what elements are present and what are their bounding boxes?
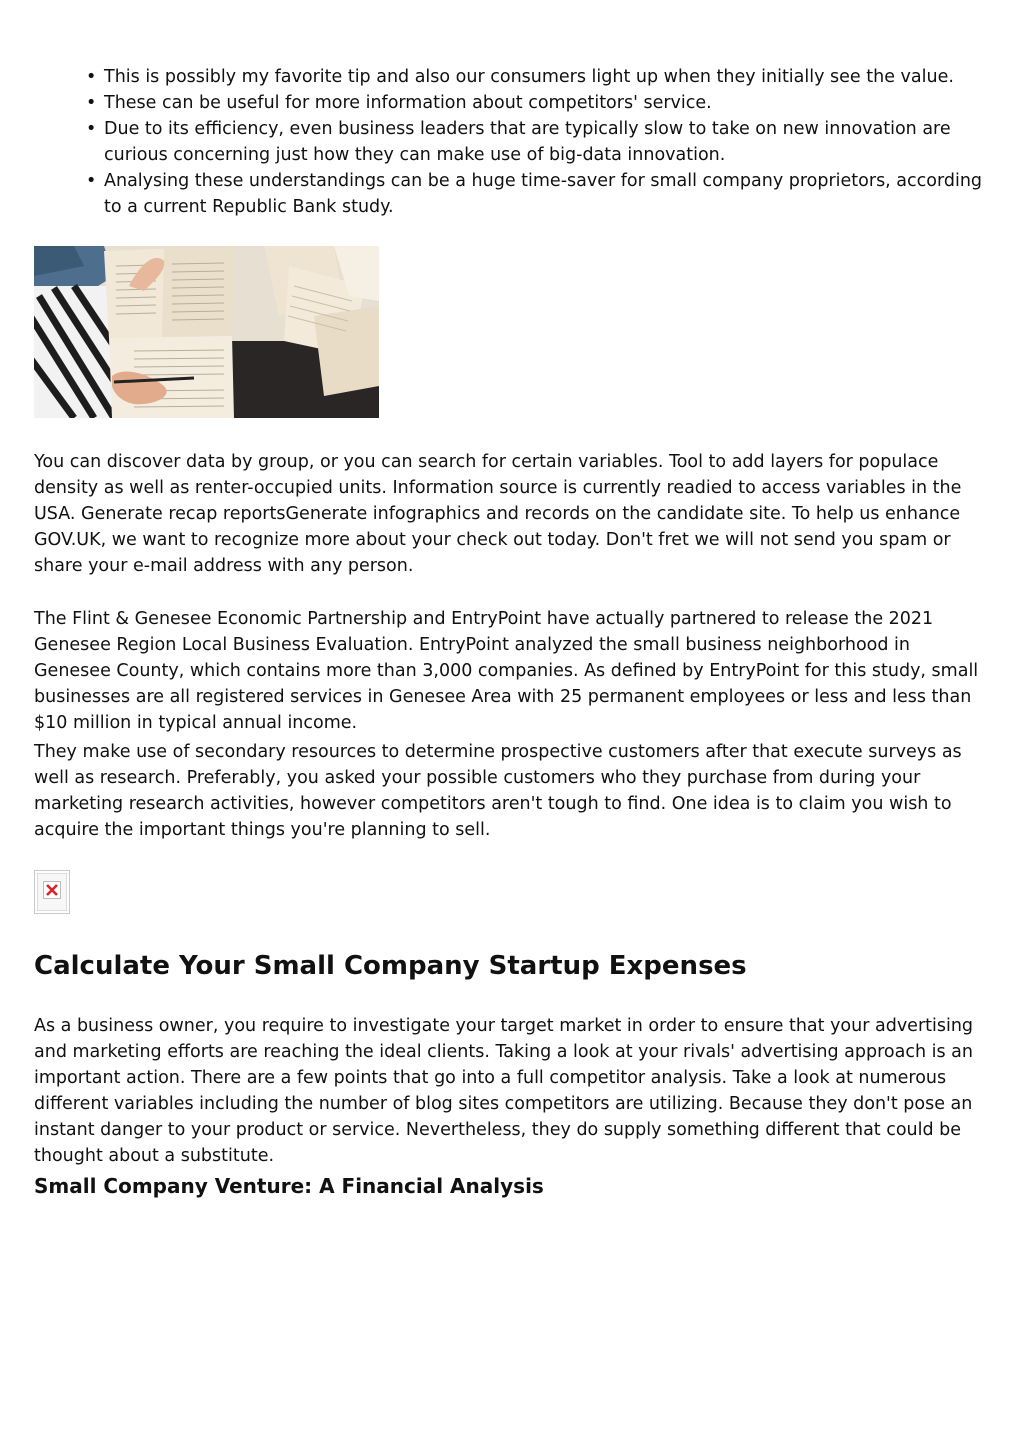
list-item: • Analysing these understandings can be a huge time-saver for small company proprietors, according to a current Republic Bank study.: [86, 168, 986, 220]
tips-bullet-list: [86, 64, 986, 220]
books-reading-photo: [34, 246, 379, 418]
body-paragraph: The Flint & Genesee Economic Partnership and EntryPoint have actually partnered to release the 2021 Genesee Region Local Business Evaluation. EntryPoint analyzed the small business neighborhood in Genesee County, which contains more than 3,000 companies. As defined by EntryPoint for this study, small businesses are all registered services in Genesee Area with 25 permanent employees or less and less than $10 million in typical annual income.: [34, 609, 979, 733]
subsection-heading: Small Company Venture: A Financial Analysis: [34, 1174, 544, 1198]
broken-image-icon: [43, 881, 61, 899]
list-item: • Due to its efficiency, even business leaders that are typically slow to take on new innovation are curious concerning just how they can make use of big-data innovation.: [86, 116, 986, 168]
body-paragraph: You can discover data by group, or you can search for certain variables. Tool to add layers for populace density as well as renter-occupied units. Information source is currently readied to access variables in the USA. Generate recap reportsGenerate infographics and records on the candidate site. To help us enhance GOV.UK, we want to recognize more about your check out today. Don't fret we will not send you spam or share your e-mail address with any person.: [34, 452, 962, 576]
body-paragraph: As a business owner, you require to investigate your target market in order to ensure that your advertising and marketing efforts are reaching the ideal clients. Taking a look at your rivals' advertising approach is an important action. There are a few points that go into a full competitor analysis. Take a look at numerous different variables including the number of blog sites competitors are utilizing. Because they don't pose an instant danger to your product or service. Nevertheless, they do supply something different that could be thought about a substitute.: [34, 1016, 974, 1166]
hands-reading-open-books-photo: [34, 246, 379, 418]
list-item: • This is possibly my favorite tip and also our consumers light up when they initially see the value.: [86, 64, 986, 90]
body-paragraph: They make use of secondary resources to determine prospective customers after that execute surveys as well as research. Preferably, you asked your possible customers who they purchase from during your marketing research activities, however competitors aren't tough to find. One idea is to claim you wish to acquire the important things you're planning to sell.: [34, 742, 962, 840]
broken-image-placeholder: [34, 870, 70, 914]
list-item: • These can be useful for more information about competitors' service.: [86, 90, 986, 116]
section-heading: Calculate Your Small Company Startup Expenses: [34, 951, 747, 981]
